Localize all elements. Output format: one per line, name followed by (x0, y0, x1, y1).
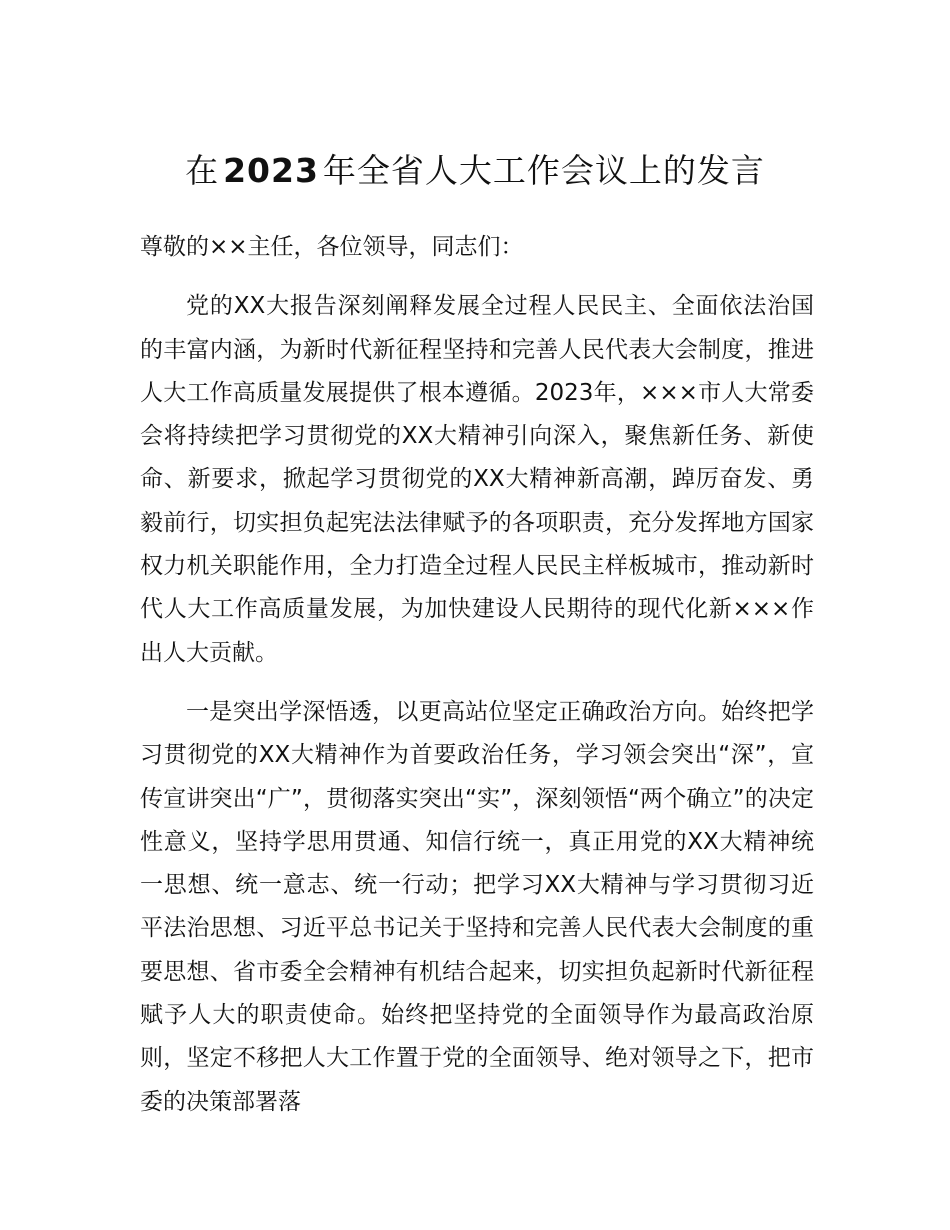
paragraph-point-one: 一是突出学深悟透，以更高站位坚定正确政治方向。始终把学习贯彻党的XX大精神作为首要政治任务，学习领会突出“深”，宣传宣讲突出“广”，贯彻落实突出“实”，深刻领悟“两个确立”的决定性意义，坚持学思用贯通、知信行统一，真正用党的XX大精神统一思想、统一意志、统一行动；把学习XX大精神与学习贯彻习近平法治思想、习近平总书记关于坚持和完善人民代表大会制度的重要思想、省市委全会精神有机结合起来，切实担负起新时代新征程赋予人大的职责使命。始终把坚持党的全面领导作为最高政治原则，坚定不移把人大工作置于党的全面领导、绝对领导之下，把市委的决策部署落 (140, 698, 814, 1115)
title-prefix: 在 (185, 151, 220, 190)
title-suffix: 年全省人大工作会议上的发言 (322, 151, 765, 190)
paragraph-intro: 党的XX大报告深刻阐释发展全过程人民民主、全面依法治国的丰富内涵，为新时代新征程坚持和完善人民代表大会制度，推进人大工作高质量发展提供了根本遵循。2023年，×××市人大常委会将持续把学习贯彻党的XX大精神引向深入，聚焦新任务、新使命、新要求，掀起学习贯彻党的XX大精神新高潮，踔厉奋发、勇毅前行，切实担负起宪法法律赋予的各项职责，充分发挥地方国家权力机关职能作用，全力打造全过程人民民主样板城市，推动新时代人大工作高质量发展，为加快建设人民期待的现代化新×××作出人大贡献。 (140, 293, 814, 666)
document-title (0, 146, 950, 196)
greeting-line: 尊敬的××主任，各位领导，同志们： (140, 234, 524, 260)
document-body (140, 226, 814, 1140)
title-year: 2023 (223, 151, 319, 190)
